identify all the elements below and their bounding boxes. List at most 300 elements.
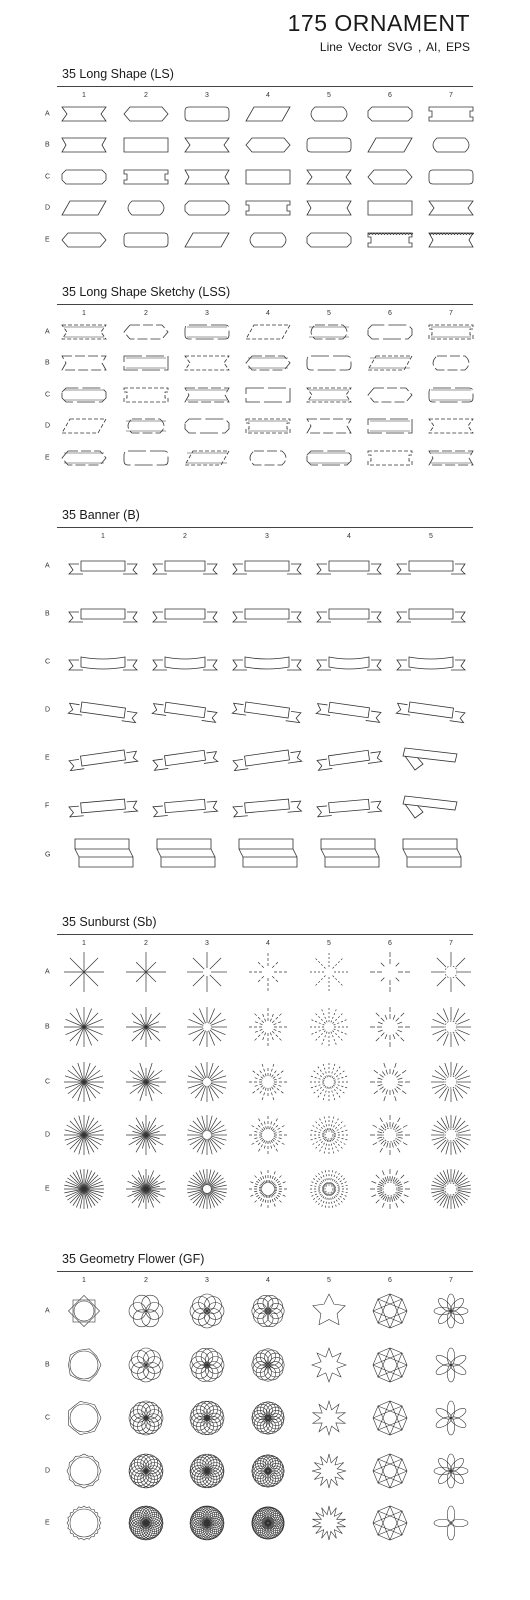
- ornament-sunburst-B5: [306, 1004, 352, 1050]
- ornament-graphic: [366, 199, 414, 217]
- ornament-ls-B3: [183, 136, 231, 154]
- row-label: C: [45, 1414, 51, 1422]
- ornament-banner-E5: [398, 743, 464, 773]
- ornament-banner-C2: [152, 647, 218, 677]
- ornament-sunburst-B1: [61, 1004, 107, 1050]
- ornament-banner-B4: [316, 599, 382, 629]
- ornament-graphic: [187, 1451, 227, 1491]
- ornament-banner-F5: [398, 791, 464, 821]
- ornament-graphic: [428, 1004, 474, 1050]
- ornament-flower-E7: [431, 1503, 471, 1543]
- ornament-graphic: [245, 1112, 291, 1158]
- ornament-banner-E2: [152, 743, 218, 773]
- ornament-graphic: [366, 231, 414, 249]
- ornament-banner-B3: [234, 599, 300, 629]
- ornament-graphic: [64, 1291, 104, 1331]
- header-title: 175 ORNAMENT: [287, 10, 470, 36]
- ornament-ls-B6: [366, 136, 414, 154]
- column-label: 6: [388, 92, 392, 99]
- ornament-graphic: [183, 105, 231, 123]
- ornament-ls-A5: [305, 105, 353, 123]
- ornament-graphic: [431, 1398, 471, 1438]
- ornament-sunburst-C6: [367, 1059, 413, 1105]
- column-label: 3: [265, 533, 269, 540]
- ornament-sunburst-D6: [367, 1112, 413, 1158]
- ornament-graphic: [366, 136, 414, 154]
- ornament-graphic: [431, 1451, 471, 1491]
- column-label: 7: [449, 92, 453, 99]
- ornament-graphic: [245, 1004, 291, 1050]
- ornament-lss-E4: [244, 449, 292, 467]
- ornament-graphic: [309, 1398, 349, 1438]
- ornament-graphic: [152, 551, 218, 581]
- ornament-sunburst-E7: [428, 1166, 474, 1212]
- column-label: 3: [205, 1277, 209, 1284]
- ornament-lss-C6: [366, 386, 414, 404]
- ornament-graphic: [123, 949, 169, 995]
- section-title: 35 Banner (B): [62, 508, 140, 522]
- ornament-graphic: [184, 949, 230, 995]
- ornament-sunburst-A4: [245, 949, 291, 995]
- ornament-graphic: [184, 1004, 230, 1050]
- ornament-flower-A7: [431, 1291, 471, 1331]
- ornament-flower-C1: [64, 1398, 104, 1438]
- ornament-graphic: [305, 323, 353, 341]
- ornament-flower-E5: [309, 1503, 349, 1543]
- ornament-banner-B5: [398, 599, 464, 629]
- ornament-flower-B4: [248, 1345, 288, 1385]
- ornament-ls-A7: [427, 105, 475, 123]
- ornament-banner-C5: [398, 647, 464, 677]
- ornament-graphic: [366, 417, 414, 435]
- section-divider: [57, 934, 473, 935]
- row-label: B: [45, 610, 50, 618]
- ornament-graphic: [122, 417, 170, 435]
- column-label: 1: [82, 310, 86, 317]
- ornament-banner-D4: [316, 695, 382, 725]
- ornament-graphic: [367, 1004, 413, 1050]
- ornament-graphic: [427, 199, 475, 217]
- ornament-flower-C5: [309, 1398, 349, 1438]
- ornament-graphic: [398, 695, 464, 725]
- ornament-graphic: [126, 1451, 166, 1491]
- ornament-flower-D3: [187, 1451, 227, 1491]
- row-label: E: [45, 754, 50, 762]
- section-banner: [0, 508, 530, 859]
- ornament-banner-B1: [70, 599, 136, 629]
- ornament-graphic: [306, 1166, 352, 1212]
- ornament-lss-E1: [60, 449, 108, 467]
- ornament-flower-A1: [64, 1291, 104, 1331]
- ornament-lss-A3: [183, 323, 231, 341]
- ornament-graphic: [427, 354, 475, 372]
- ornament-flower-E3: [187, 1503, 227, 1543]
- ornament-graphic: [123, 1004, 169, 1050]
- ornament-graphic: [244, 323, 292, 341]
- row-label: D: [45, 706, 51, 714]
- ornament-graphic: [123, 1059, 169, 1105]
- column-label: 1: [82, 92, 86, 99]
- ornament-flower-A4: [248, 1291, 288, 1331]
- ornament-sunburst-C2: [123, 1059, 169, 1105]
- row-label: A: [45, 1307, 50, 1315]
- ornament-graphic: [126, 1503, 166, 1543]
- ornament-banner-E1: [70, 743, 136, 773]
- ornament-lss-C3: [183, 386, 231, 404]
- ornament-graphic: [184, 1059, 230, 1105]
- row-label: A: [45, 562, 50, 570]
- section-divider: [57, 1271, 473, 1272]
- ornament-graphic: [122, 386, 170, 404]
- ornament-sunburst-A1: [61, 949, 107, 995]
- ornament-graphic: [248, 1398, 288, 1438]
- ornament-graphic: [431, 1345, 471, 1385]
- ornament-ls-C4: [244, 168, 292, 186]
- ornament-graphic: [306, 1059, 352, 1105]
- column-label: 3: [205, 940, 209, 947]
- ornament-lss-E3: [183, 449, 231, 467]
- ornament-graphic: [305, 168, 353, 186]
- ornament-lss-E6: [366, 449, 414, 467]
- ornament-banner-G4: [316, 840, 382, 870]
- ornament-graphic: [366, 449, 414, 467]
- ornament-flower-D6: [370, 1451, 410, 1491]
- ornament-lss-C2: [122, 386, 170, 404]
- ornament-graphic: [244, 449, 292, 467]
- ornament-graphic: [183, 417, 231, 435]
- ornament-flower-B1: [64, 1345, 104, 1385]
- ornament-graphic: [234, 599, 300, 629]
- ornament-ls-B2: [122, 136, 170, 154]
- row-label: C: [45, 391, 51, 399]
- ornament-graphic: [306, 949, 352, 995]
- ornament-ls-A6: [366, 105, 414, 123]
- ornament-lss-D5: [305, 417, 353, 435]
- ornament-banner-D1: [70, 695, 136, 725]
- ornament-ls-E5: [305, 231, 353, 249]
- ornament-graphic: [70, 743, 136, 773]
- ornament-flower-D1: [64, 1451, 104, 1491]
- ornament-graphic: [234, 840, 300, 870]
- ornament-sunburst-B3: [184, 1004, 230, 1050]
- ornament-lss-A4: [244, 323, 292, 341]
- ornament-sunburst-D2: [123, 1112, 169, 1158]
- ornament-ls-E1: [60, 231, 108, 249]
- ornament-banner-A2: [152, 551, 218, 581]
- section-divider: [57, 527, 473, 528]
- ornament-banner-C1: [70, 647, 136, 677]
- ornament-graphic: [60, 323, 108, 341]
- ornament-ls-E2: [122, 231, 170, 249]
- ornament-ls-B7: [427, 136, 475, 154]
- row-label: D: [45, 1467, 51, 1475]
- ornament-banner-A1: [70, 551, 136, 581]
- ornament-graphic: [152, 695, 218, 725]
- ornament-graphic: [306, 1112, 352, 1158]
- ornament-flower-C2: [126, 1398, 166, 1438]
- row-label: B: [45, 1361, 50, 1369]
- row-label: E: [45, 236, 50, 244]
- ornament-graphic: [183, 231, 231, 249]
- ornament-flower-C4: [248, 1398, 288, 1438]
- ornament-ls-D6: [366, 199, 414, 217]
- row-label: E: [45, 454, 50, 462]
- column-label: 4: [266, 940, 270, 947]
- ornament-graphic: [316, 599, 382, 629]
- ornament-graphic: [60, 449, 108, 467]
- ornament-graphic: [305, 136, 353, 154]
- ornament-graphic: [187, 1503, 227, 1543]
- ornament-graphic: [122, 105, 170, 123]
- ornament-lss-A1: [60, 323, 108, 341]
- ornament-graphic: [234, 791, 300, 821]
- ornament-sunburst-E5: [306, 1166, 352, 1212]
- ornament-ls-C1: [60, 168, 108, 186]
- ornament-graphic: [122, 323, 170, 341]
- ornament-flower-A6: [370, 1291, 410, 1331]
- ornament-ls-D7: [427, 199, 475, 217]
- ornament-banner-G3: [234, 840, 300, 870]
- ornament-graphic: [316, 743, 382, 773]
- column-label: 1: [101, 533, 105, 540]
- ornament-graphic: [366, 105, 414, 123]
- ornament-graphic: [70, 551, 136, 581]
- ornament-graphic: [245, 949, 291, 995]
- ornament-sunburst-E6: [367, 1166, 413, 1212]
- ornament-lss-D6: [366, 417, 414, 435]
- column-label: 5: [327, 940, 331, 947]
- column-label: 7: [449, 940, 453, 947]
- ornament-graphic: [305, 449, 353, 467]
- ornament-graphic: [305, 105, 353, 123]
- ornament-graphic: [370, 1503, 410, 1543]
- ornament-graphic: [152, 647, 218, 677]
- section-title: 35 Long Shape (LS): [62, 67, 174, 81]
- ornament-graphic: [183, 386, 231, 404]
- ornament-lss-E2: [122, 449, 170, 467]
- ornament-ls-A4: [244, 105, 292, 123]
- ornament-graphic: [183, 323, 231, 341]
- ornament-sunburst-E3: [184, 1166, 230, 1212]
- ornament-flower-C7: [431, 1398, 471, 1438]
- ornament-graphic: [123, 1112, 169, 1158]
- ornament-lss-B7: [427, 354, 475, 372]
- ornament-graphic: [234, 695, 300, 725]
- ornament-flower-E4: [248, 1503, 288, 1543]
- column-label: 2: [144, 310, 148, 317]
- ornament-sunburst-E4: [245, 1166, 291, 1212]
- ornament-banner-A4: [316, 551, 382, 581]
- ornament-banner-F3: [234, 791, 300, 821]
- ornament-graphic: [427, 231, 475, 249]
- ornament-lss-B3: [183, 354, 231, 372]
- ornament-graphic: [427, 417, 475, 435]
- ornament-banner-D3: [234, 695, 300, 725]
- column-label: 4: [266, 310, 270, 317]
- row-label: D: [45, 422, 51, 430]
- ornament-lss-D2: [122, 417, 170, 435]
- row-label: G: [45, 851, 51, 859]
- ornament-ls-D1: [60, 199, 108, 217]
- ornament-graphic: [244, 386, 292, 404]
- row-label: C: [45, 658, 51, 666]
- ornament-graphic: [122, 231, 170, 249]
- ornament-graphic: [244, 105, 292, 123]
- ornament-graphic: [64, 1398, 104, 1438]
- ornament-graphic: [60, 168, 108, 186]
- ornament-sunburst-D3: [184, 1112, 230, 1158]
- ornament-graphic: [61, 949, 107, 995]
- ornament-graphic: [305, 231, 353, 249]
- ornament-banner-F4: [316, 791, 382, 821]
- ornament-graphic: [309, 1451, 349, 1491]
- ornament-graphic: [122, 199, 170, 217]
- ornament-graphic: [398, 840, 464, 870]
- ornament-lss-E7: [427, 449, 475, 467]
- ornament-graphic: [309, 1503, 349, 1543]
- ornament-graphic: [305, 386, 353, 404]
- ornament-graphic: [60, 417, 108, 435]
- section-sunburst: [0, 915, 530, 1193]
- ornament-graphic: [305, 199, 353, 217]
- ornament-graphic: [234, 551, 300, 581]
- ornament-graphic: [431, 1503, 471, 1543]
- ornament-graphic: [70, 695, 136, 725]
- row-label: B: [45, 359, 50, 367]
- ornament-lss-E5: [305, 449, 353, 467]
- ornament-graphic: [126, 1398, 166, 1438]
- ornament-sunburst-C4: [245, 1059, 291, 1105]
- ornament-graphic: [367, 1166, 413, 1212]
- ornament-banner-C3: [234, 647, 300, 677]
- ornament-graphic: [427, 323, 475, 341]
- ornament-ls-E4: [244, 231, 292, 249]
- ornament-graphic: [370, 1291, 410, 1331]
- ornament-graphic: [123, 1166, 169, 1212]
- ornament-flower-E2: [126, 1503, 166, 1543]
- ornament-graphic: [398, 551, 464, 581]
- ornament-graphic: [122, 354, 170, 372]
- ornament-lss-A6: [366, 323, 414, 341]
- column-label: 2: [144, 940, 148, 947]
- ornament-ls-B4: [244, 136, 292, 154]
- ornament-ls-D2: [122, 199, 170, 217]
- ornament-sunburst-D1: [61, 1112, 107, 1158]
- ornament-graphic: [370, 1451, 410, 1491]
- ornament-ls-B5: [305, 136, 353, 154]
- ornament-ls-C6: [366, 168, 414, 186]
- ornament-graphic: [60, 105, 108, 123]
- ornament-flower-C6: [370, 1398, 410, 1438]
- ornament-graphic: [64, 1345, 104, 1385]
- ornament-graphic: [184, 1166, 230, 1212]
- ornament-graphic: [248, 1291, 288, 1331]
- ornament-lss-A7: [427, 323, 475, 341]
- ornament-graphic: [316, 647, 382, 677]
- ornament-flower-B3: [187, 1345, 227, 1385]
- ornament-graphic: [122, 136, 170, 154]
- ornament-banner-F1: [70, 791, 136, 821]
- ornament-graphic: [122, 168, 170, 186]
- ornament-ls-E3: [183, 231, 231, 249]
- column-label: 2: [144, 1277, 148, 1284]
- ornament-graphic: [183, 136, 231, 154]
- ornament-graphic: [316, 791, 382, 821]
- ornament-ls-A2: [122, 105, 170, 123]
- ornament-graphic: [126, 1291, 166, 1331]
- ornament-graphic: [187, 1345, 227, 1385]
- ornament-flower-A2: [126, 1291, 166, 1331]
- column-label: 4: [266, 1277, 270, 1284]
- ornament-sunburst-A6: [367, 949, 413, 995]
- ornament-graphic: [248, 1345, 288, 1385]
- ornament-sunburst-B2: [123, 1004, 169, 1050]
- ornament-graphic: [245, 1059, 291, 1105]
- ornament-banner-D5: [398, 695, 464, 725]
- column-label: 4: [347, 533, 351, 540]
- ornament-graphic: [61, 1166, 107, 1212]
- ornament-graphic: [245, 1166, 291, 1212]
- ornament-lss-D1: [60, 417, 108, 435]
- column-label: 3: [205, 310, 209, 317]
- ornament-sunburst-A7: [428, 949, 474, 995]
- ornament-flower-B7: [431, 1345, 471, 1385]
- ornament-graphic: [248, 1503, 288, 1543]
- ornament-graphic: [428, 1166, 474, 1212]
- ornament-lss-A5: [305, 323, 353, 341]
- ornament-sunburst-D4: [245, 1112, 291, 1158]
- ornament-graphic: [427, 136, 475, 154]
- ornament-ls-B1: [60, 136, 108, 154]
- ornament-sunburst-E1: [61, 1166, 107, 1212]
- ornament-sunburst-C5: [306, 1059, 352, 1105]
- ornament-graphic: [366, 354, 414, 372]
- ornament-graphic: [316, 695, 382, 725]
- ornament-graphic: [234, 743, 300, 773]
- section-ls: [0, 67, 530, 244]
- ornament-graphic: [316, 551, 382, 581]
- section-flower: [0, 1252, 530, 1527]
- ornament-graphic: [152, 599, 218, 629]
- column-label: 5: [429, 533, 433, 540]
- ornament-ls-D5: [305, 199, 353, 217]
- header-subtitle: Line Vector SVG , AI, EPS: [319, 40, 470, 54]
- ornament-graphic: [398, 743, 464, 773]
- ornament-graphic: [244, 136, 292, 154]
- row-label: A: [45, 968, 50, 976]
- ornament-banner-E4: [316, 743, 382, 773]
- section-divider: [57, 304, 473, 305]
- ornament-lss-D7: [427, 417, 475, 435]
- ornament-graphic: [431, 1291, 471, 1331]
- ornament-graphic: [305, 417, 353, 435]
- ornament-graphic: [60, 199, 108, 217]
- ornament-graphic: [398, 599, 464, 629]
- ornament-lss-A2: [122, 323, 170, 341]
- ornament-sunburst-A3: [184, 949, 230, 995]
- column-label: 1: [82, 940, 86, 947]
- ornament-banner-G1: [70, 840, 136, 870]
- ornament-graphic: [183, 354, 231, 372]
- ornament-graphic: [70, 647, 136, 677]
- ornament-ls-D3: [183, 199, 231, 217]
- row-label: B: [45, 141, 50, 149]
- column-label: 1: [82, 1277, 86, 1284]
- ornament-sunburst-A2: [123, 949, 169, 995]
- ornament-sunburst-E2: [123, 1166, 169, 1212]
- ornament-flower-D2: [126, 1451, 166, 1491]
- column-label: 6: [388, 940, 392, 947]
